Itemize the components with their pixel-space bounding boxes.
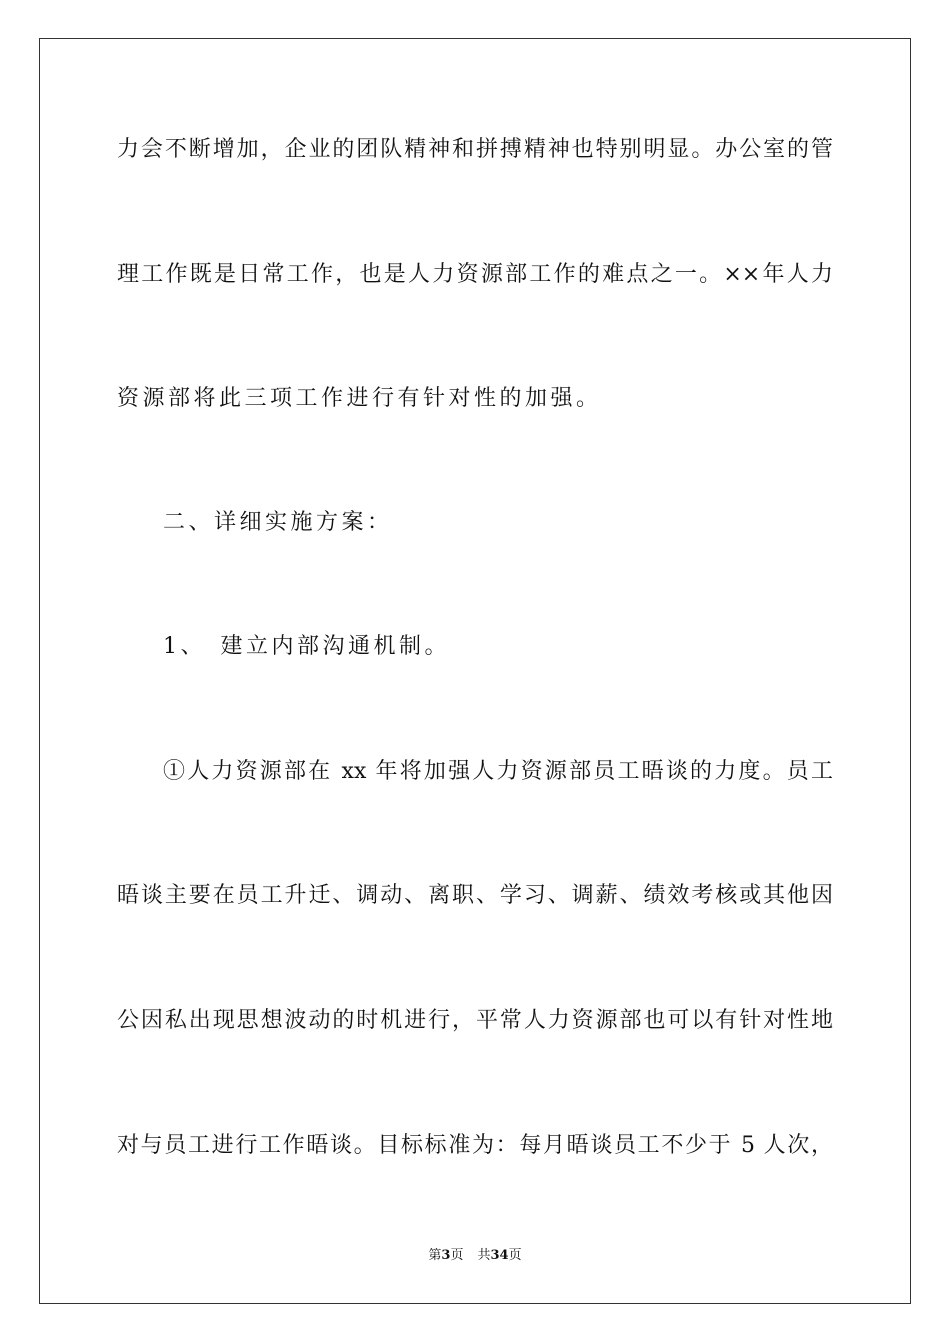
text-line-8: 公因私出现思想波动的时机进行，平常人力资源部也可以有针对性地 — [117, 1008, 833, 1033]
list-item-1-heading: 1、 建立内部沟通机制。 — [163, 634, 450, 659]
text-line-7: 晤谈主要在员工升迁、调动、离职、学习、调薪、绩效考核或其他因 — [117, 883, 833, 908]
total-pages: 34 — [490, 1248, 509, 1263]
text-line-6: ①人力资源部在 xx 年将加强人力资源部员工晤谈的力度。员工 — [163, 759, 833, 784]
text-line-2: 理工作既是日常工作，也是人力资源部工作的难点之一。××年人力 — [117, 262, 833, 287]
page-suffix: 页 — [450, 1248, 464, 1263]
page-footer — [0, 1247, 950, 1265]
page-prefix: 第 — [428, 1248, 442, 1263]
total-suffix: 页 — [508, 1248, 522, 1263]
text-line-1: 力会不断增加，企业的团队精神和拼搏精神也特别明显。办公室的管 — [117, 137, 833, 162]
text-line-3: 资源部将此三项工作进行有针对性的加强。 — [117, 386, 602, 411]
page-border — [39, 38, 911, 1304]
section-heading: 二、详细实施方案： — [163, 510, 393, 535]
page-number: 3 — [441, 1248, 451, 1263]
total-prefix: 共 — [477, 1248, 491, 1263]
text-line-9: 对与员工进行工作晤谈。目标标准为：每月晤谈员工不少于 5 人次， — [117, 1133, 833, 1158]
